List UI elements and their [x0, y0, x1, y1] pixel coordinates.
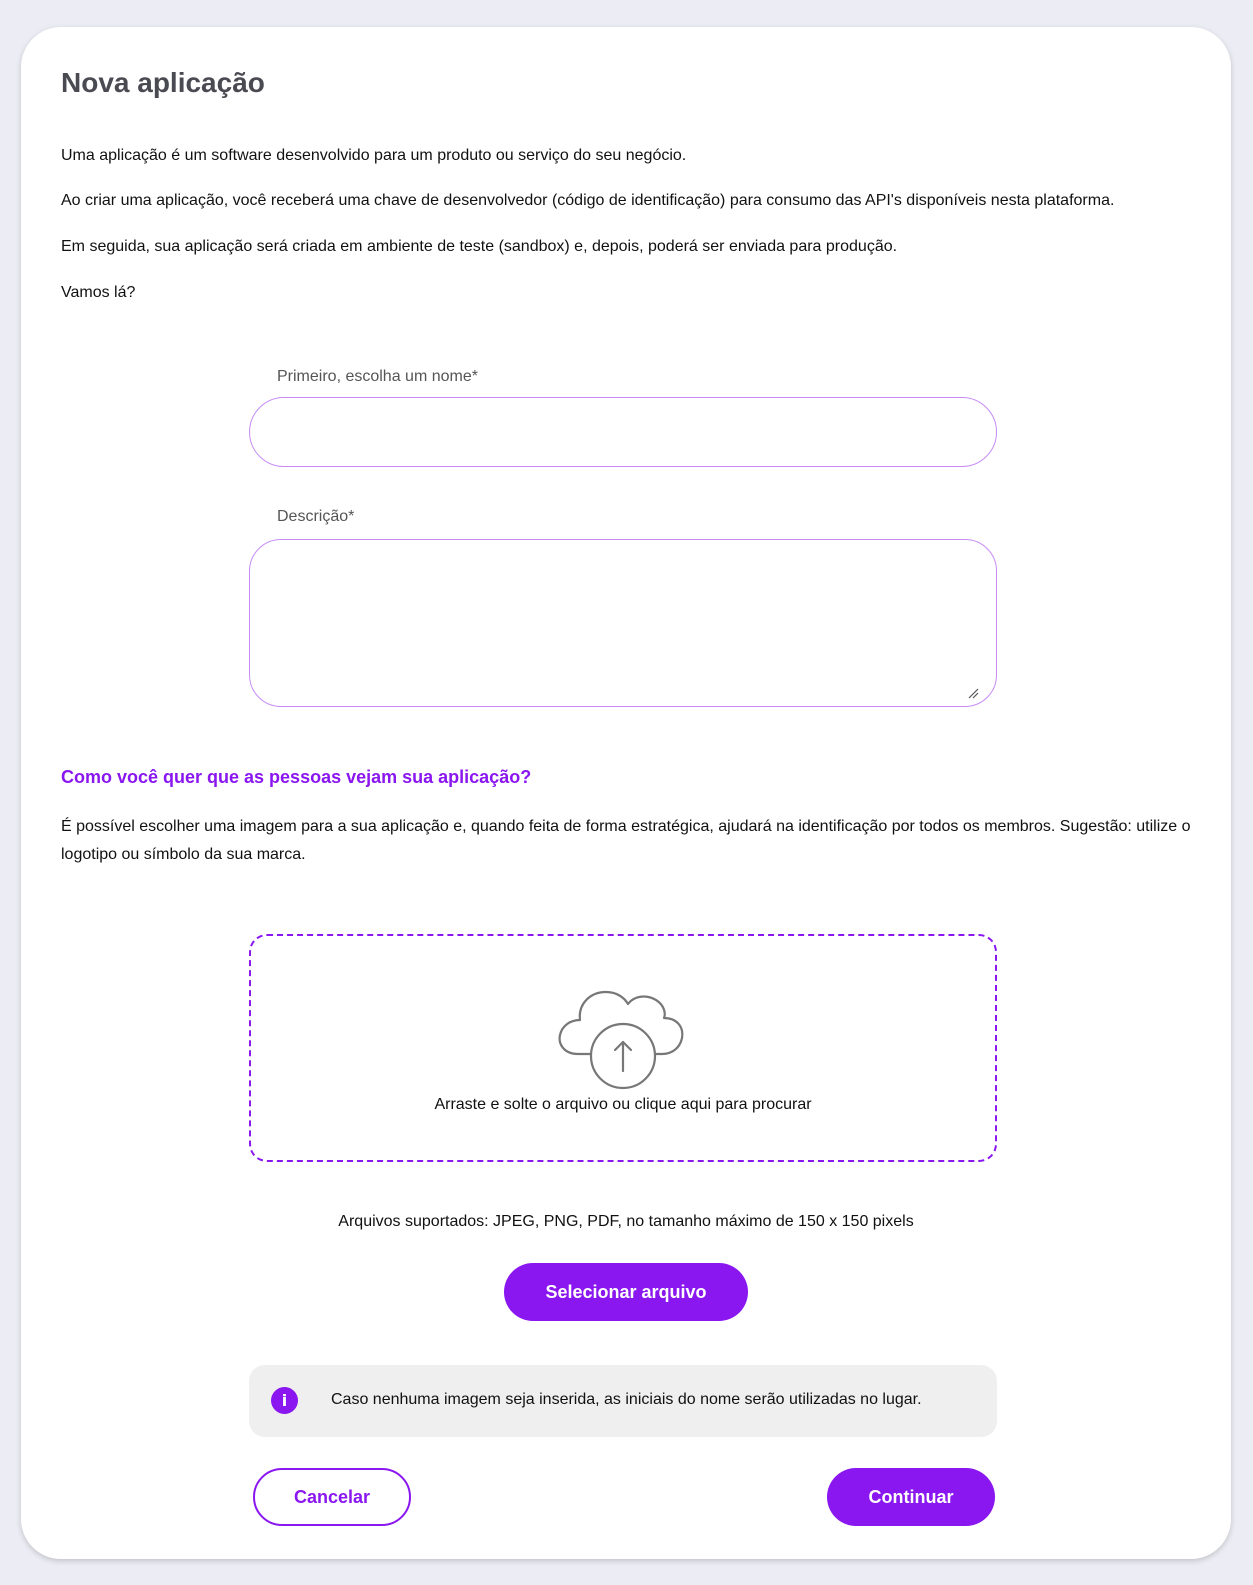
file-dropzone[interactable]: [249, 934, 997, 1162]
resize-handle-icon[interactable]: [967, 687, 979, 699]
name-field-label: Primeiro, escolha um nome*: [277, 368, 478, 385]
supported-files-text: Arquivos suportados: JPEG, PNG, PDF, no tamanho máximo de 150 x 150 pixels: [338, 1213, 914, 1230]
image-section-title: Como você quer que as pessoas vejam sua aplicação?: [61, 767, 532, 787]
dropzone-text: Arraste e solte o arquivo ou clique aqui para procurar: [434, 1096, 812, 1113]
continue-button[interactable]: Continuar: [827, 1468, 995, 1526]
new-application-card: [21, 27, 1231, 1559]
description-textarea[interactable]: [249, 539, 997, 707]
intro-paragraph: Em seguida, sua aplicação será criada em ambiente de teste (sandbox) e, depois, poderá ser enviada para produção.: [61, 238, 898, 255]
intro-paragraph: Vamos lá?: [61, 284, 136, 301]
select-file-button[interactable]: Selecionar arquivo: [504, 1263, 748, 1321]
intro-paragraph: Ao criar uma aplicação, você receberá uma chave de desenvolvedor (código de identificação) para consumo das API's disponíveis nesta plataforma.: [61, 192, 1115, 209]
name-input[interactable]: [249, 397, 997, 467]
info-notice: [249, 1365, 997, 1437]
info-notice-text: Caso nenhuma imagem seja inserida, as iniciais do nome serão utilizadas no lugar.: [331, 1391, 922, 1408]
info-icon: i: [271, 1387, 298, 1414]
page-title: Nova aplicação: [61, 67, 265, 98]
cancel-button[interactable]: Cancelar: [253, 1468, 411, 1526]
image-section-description: É possível escolher uma imagem para a sua aplicação e, quando feita de forma estratégica, ajudará na identificação por todos os membros. Sugestão: utilize o logotipo ou símbolo da sua marca.: [61, 818, 1191, 863]
intro-paragraph: Uma aplicação é um software desenvolvido para um produto ou serviço do seu negócio.: [61, 147, 687, 164]
cloud-upload-icon: [558, 978, 688, 1090]
description-field-label: Descrição*: [277, 508, 355, 525]
